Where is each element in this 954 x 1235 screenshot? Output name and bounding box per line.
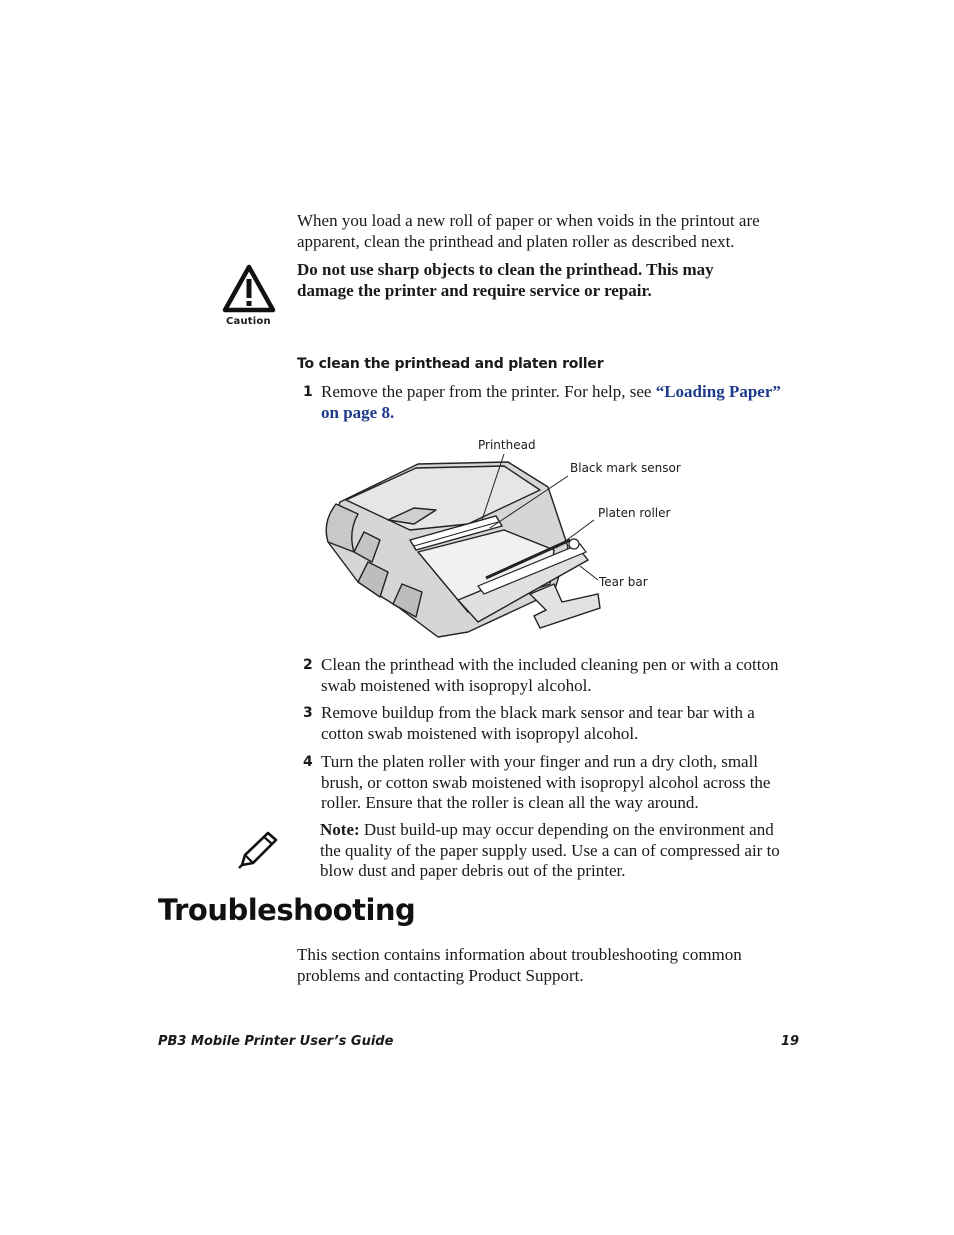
step-text: Clean the printhead with the included cleaning pen or with a cotton swab moistened with isopropyl alcohol.: [321, 655, 779, 695]
caution-label: Caution: [226, 316, 271, 327]
callout-black-mark-sensor: Black mark sensor: [570, 461, 681, 475]
intro-paragraph: When you load a new roll of paper or when voids in the printout are apparent, clean the printhead and platen roller as described next.: [297, 211, 760, 251]
step-number: 3: [303, 705, 313, 721]
step-2: [303, 655, 801, 696]
page-number: 19: [781, 1034, 800, 1049]
printer-illustration: [318, 432, 688, 647]
step-text: Remove buildup from the black mark sensor and tear bar with a cotton swab moistened with isopropyl alcohol.: [321, 703, 755, 743]
caution-text: Do not use sharp objects to clean the printhead. This may damage the printer and require service or repair.: [297, 260, 714, 300]
section-paragraph: This section contains information about troubleshooting common problems and contacting Product Support.: [297, 945, 742, 985]
step-4: [303, 752, 796, 814]
procedure-title: To clean the printhead and platen roller: [297, 356, 604, 372]
note-text: Dust build-up may occur depending on the environment and the quality of the paper supply used. Use a can of compressed air to blow dust and paper debris out of the printer.: [320, 820, 780, 880]
step-number: 2: [303, 657, 313, 673]
note-label: Note:: [320, 820, 360, 839]
step-1: [303, 382, 801, 423]
note-block: [320, 820, 795, 882]
step-number: 4: [303, 754, 313, 770]
step-text: Turn the platen roller with your finger and run a dry cloth, small brush, or cotton swab moistened with isopropyl alcohol across the roller. Ensure that the roller is clean all the way around.: [321, 752, 771, 812]
footer-title: PB3 Mobile Printer User’s Guide: [158, 1034, 394, 1049]
pencil-icon: [236, 829, 280, 871]
callout-tear-bar: Tear bar: [599, 575, 648, 589]
callout-printhead: Printhead: [478, 438, 536, 452]
step-text: Remove the paper from the printer. For help, see: [321, 382, 656, 401]
section-heading: Troubleshooting: [158, 893, 416, 927]
loading-paper-link[interactable]: “Loading Paper” on page 8.: [321, 382, 781, 422]
handle: [530, 584, 600, 628]
step-3: [303, 703, 801, 744]
step-number: 1: [303, 384, 313, 400]
callout-platen-roller: Platen roller: [598, 506, 671, 520]
